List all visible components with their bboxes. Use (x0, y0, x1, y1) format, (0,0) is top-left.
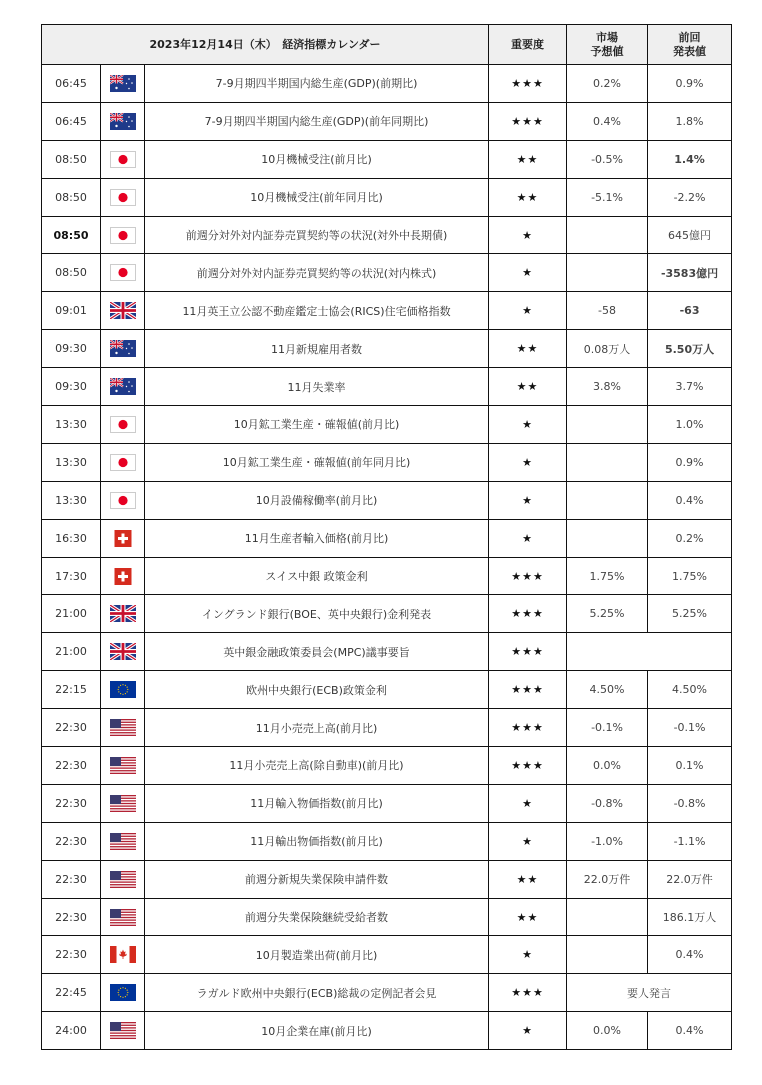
event-title: 11月輸入物価指数(前月比) (145, 784, 489, 822)
merged-value-cell: 要人発言 (567, 974, 732, 1012)
country-flag-cell (101, 65, 145, 103)
country-flag-cell (101, 974, 145, 1012)
importance-stars: ★★★ (489, 102, 567, 140)
importance-stars: ★★ (489, 178, 567, 216)
country-flag-cell (101, 747, 145, 785)
event-time: 21:00 (42, 633, 101, 671)
table-row (42, 481, 732, 519)
event-time: 22:30 (42, 709, 101, 747)
table-row (42, 102, 732, 140)
eu-flag-icon (110, 984, 136, 1001)
event-title: スイス中銀 政策金利 (145, 557, 489, 595)
forecast-header-line1: 市場 (596, 30, 619, 44)
table-row (42, 330, 732, 368)
previous-value: 186.1万人 (648, 898, 732, 936)
table-row (42, 974, 732, 1012)
event-title: 前週分失業保険継続受給者数 (145, 898, 489, 936)
country-flag-cell (101, 671, 145, 709)
previous-value: -63 (648, 292, 732, 330)
us-flag-icon (110, 795, 136, 812)
previous-value: 1.8% (648, 102, 732, 140)
country-flag-cell (101, 102, 145, 140)
previous-value: 4.50% (648, 671, 732, 709)
event-title: 11月失業率 (145, 368, 489, 406)
importance-stars: ★ (489, 292, 567, 330)
australia-flag-icon (110, 378, 136, 395)
event-title: 11月小売売上高(前月比) (145, 709, 489, 747)
importance-stars: ★★★ (489, 974, 567, 1012)
importance-stars: ★ (489, 822, 567, 860)
event-title: 11月新規雇用者数 (145, 330, 489, 368)
event-time: 22:30 (42, 898, 101, 936)
forecast-value (567, 406, 648, 444)
forecast-value (567, 443, 648, 481)
forecast-value (567, 936, 648, 974)
country-flag-cell (101, 633, 145, 671)
canada-flag-icon (110, 946, 136, 963)
previous-value: -3583億円 (648, 254, 732, 292)
previous-value: 645億円 (648, 216, 732, 254)
event-time: 22:15 (42, 671, 101, 709)
importance-stars: ★ (489, 1012, 567, 1050)
previous-value: 1.4% (648, 140, 732, 178)
country-flag-cell (101, 595, 145, 633)
table-row (42, 140, 732, 178)
event-title: 11月小売売上高(除自動車)(前月比) (145, 747, 489, 785)
country-flag-cell (101, 330, 145, 368)
us-flag-icon (110, 1022, 136, 1039)
table-row (42, 254, 732, 292)
japan-flag-icon (110, 189, 136, 206)
event-time: 22:45 (42, 974, 101, 1012)
importance-stars: ★ (489, 519, 567, 557)
table-row (42, 898, 732, 936)
forecast-value (567, 216, 648, 254)
importance-stars: ★★ (489, 860, 567, 898)
forecast-value (567, 481, 648, 519)
australia-flag-icon (110, 113, 136, 130)
previous-header-line2: 発表値 (673, 44, 707, 58)
importance-stars: ★ (489, 443, 567, 481)
country-flag-cell (101, 368, 145, 406)
previous-value: -2.2% (648, 178, 732, 216)
importance-stars: ★★ (489, 898, 567, 936)
previous-value: 22.0万件 (648, 860, 732, 898)
forecast-value: 0.0% (567, 747, 648, 785)
japan-flag-icon (110, 264, 136, 281)
table-row (42, 860, 732, 898)
us-flag-icon (110, 719, 136, 736)
country-flag-cell (101, 254, 145, 292)
previous-value: 0.4% (648, 481, 732, 519)
country-flag-cell (101, 140, 145, 178)
table-row (42, 1012, 732, 1050)
importance-stars: ★★ (489, 368, 567, 406)
table-row (42, 216, 732, 254)
forecast-value (567, 254, 648, 292)
forecast-value: 1.75% (567, 557, 648, 595)
previous-value: 0.1% (648, 747, 732, 785)
table-row (42, 595, 732, 633)
event-time: 08:50 (42, 216, 101, 254)
event-time: 22:30 (42, 747, 101, 785)
us-flag-icon (110, 757, 136, 774)
importance-stars: ★ (489, 784, 567, 822)
table-row (42, 65, 732, 103)
previous-value: 0.9% (648, 65, 732, 103)
uk-flag-icon (110, 302, 136, 319)
previous-value: 5.50万人 (648, 330, 732, 368)
merged-value-cell (567, 633, 732, 671)
table-row (42, 368, 732, 406)
country-flag-cell (101, 557, 145, 595)
event-title: 前週分新規失業保険申請件数 (145, 860, 489, 898)
switzerland-flag-icon (110, 568, 136, 585)
country-flag-cell (101, 784, 145, 822)
previous-value: -0.1% (648, 709, 732, 747)
australia-flag-icon (110, 75, 136, 92)
event-title: 英中銀金融政策委員会(MPC)議事要旨 (145, 633, 489, 671)
event-title: 10月鉱工業生産・確報値(前年同月比) (145, 443, 489, 481)
event-time: 22:30 (42, 784, 101, 822)
us-flag-icon (110, 833, 136, 850)
importance-stars: ★ (489, 216, 567, 254)
importance-stars: ★ (489, 936, 567, 974)
country-flag-cell (101, 1012, 145, 1050)
table-row (42, 747, 732, 785)
calendar-body (42, 65, 732, 1050)
table-row (42, 822, 732, 860)
event-time: 21:00 (42, 595, 101, 633)
event-title: イングランド銀行(BOE、英中央銀行)金利発表 (145, 595, 489, 633)
japan-flag-icon (110, 151, 136, 168)
importance-stars: ★★ (489, 140, 567, 178)
forecast-value: -58 (567, 292, 648, 330)
event-time: 09:30 (42, 368, 101, 406)
forecast-value: 22.0万件 (567, 860, 648, 898)
forecast-header-line2: 予想値 (590, 44, 624, 58)
table-row (42, 557, 732, 595)
event-title: 11月英王立公認不動産鑑定士協会(RICS)住宅価格指数 (145, 292, 489, 330)
table-row (42, 406, 732, 444)
country-flag-cell (101, 178, 145, 216)
event-time: 13:30 (42, 406, 101, 444)
event-title: 11月生産者輸入価格(前月比) (145, 519, 489, 557)
us-flag-icon (110, 871, 136, 888)
forecast-value: 0.4% (567, 102, 648, 140)
importance-stars: ★★ (489, 330, 567, 368)
previous-header-line1: 前回 (678, 30, 701, 44)
event-title: ラガルド欧州中央銀行(ECB)総裁の定例記者会見 (145, 974, 489, 1012)
uk-flag-icon (110, 643, 136, 660)
importance-stars: ★★★ (489, 671, 567, 709)
event-title: 10月設備稼働率(前月比) (145, 481, 489, 519)
table-row (42, 443, 732, 481)
previous-header (648, 25, 732, 65)
table-row (42, 709, 732, 747)
importance-stars: ★ (489, 406, 567, 444)
event-time: 09:30 (42, 330, 101, 368)
event-title: 10月企業在庫(前月比) (145, 1012, 489, 1050)
eu-flag-icon (110, 681, 136, 698)
forecast-header (567, 25, 648, 65)
japan-flag-icon (110, 492, 136, 509)
importance-stars: ★★★ (489, 633, 567, 671)
event-title: 11月輸出物価指数(前月比) (145, 822, 489, 860)
header-row (42, 25, 732, 65)
table-row (42, 178, 732, 216)
forecast-value: -0.8% (567, 784, 648, 822)
event-time: 08:50 (42, 254, 101, 292)
event-title: 10月機械受注(前年同月比) (145, 178, 489, 216)
event-time: 08:50 (42, 178, 101, 216)
country-flag-cell (101, 481, 145, 519)
event-time: 22:30 (42, 822, 101, 860)
event-time: 09:01 (42, 292, 101, 330)
uk-flag-icon (110, 605, 136, 622)
country-flag-cell (101, 860, 145, 898)
importance-stars: ★★★ (489, 595, 567, 633)
event-title: 7-9月期四半期国内総生産(GDP)(前期比) (145, 65, 489, 103)
country-flag-cell (101, 216, 145, 254)
table-row (42, 519, 732, 557)
previous-value: 3.7% (648, 368, 732, 406)
event-time: 08:50 (42, 140, 101, 178)
table-row (42, 633, 732, 671)
japan-flag-icon (110, 227, 136, 244)
importance-stars: ★ (489, 481, 567, 519)
table-row (42, 671, 732, 709)
economic-calendar-table (41, 24, 732, 1050)
table-row (42, 292, 732, 330)
event-time: 22:30 (42, 860, 101, 898)
event-time: 06:45 (42, 102, 101, 140)
event-time: 24:00 (42, 1012, 101, 1050)
country-flag-cell (101, 519, 145, 557)
event-title: 10月製造業出荷(前月比) (145, 936, 489, 974)
previous-value: -1.1% (648, 822, 732, 860)
forecast-value: -5.1% (567, 178, 648, 216)
country-flag-cell (101, 709, 145, 747)
previous-value: 1.0% (648, 406, 732, 444)
event-time: 13:30 (42, 481, 101, 519)
country-flag-cell (101, 936, 145, 974)
event-title: 10月鉱工業生産・確報値(前月比) (145, 406, 489, 444)
event-title: 10月機械受注(前月比) (145, 140, 489, 178)
forecast-value: 0.0% (567, 1012, 648, 1050)
event-title: 欧州中央銀行(ECB)政策金利 (145, 671, 489, 709)
previous-value: 1.75% (648, 557, 732, 595)
previous-value: 5.25% (648, 595, 732, 633)
event-time: 16:30 (42, 519, 101, 557)
event-time: 17:30 (42, 557, 101, 595)
country-flag-cell (101, 898, 145, 936)
event-time: 13:30 (42, 443, 101, 481)
previous-value: 0.4% (648, 936, 732, 974)
japan-flag-icon (110, 416, 136, 433)
forecast-value: 3.8% (567, 368, 648, 406)
event-title: 7-9月期四半期国内総生産(GDP)(前年同期比) (145, 102, 489, 140)
importance-header: 重要度 (489, 25, 567, 65)
us-flag-icon (110, 909, 136, 926)
importance-stars: ★★★ (489, 557, 567, 595)
previous-value: 0.9% (648, 443, 732, 481)
forecast-value: 0.08万人 (567, 330, 648, 368)
forecast-value: -1.0% (567, 822, 648, 860)
forecast-value: -0.1% (567, 709, 648, 747)
forecast-value (567, 898, 648, 936)
importance-stars: ★ (489, 254, 567, 292)
forecast-value: -0.5% (567, 140, 648, 178)
event-title: 前週分対外対内証券売買契約等の状況(対内株式) (145, 254, 489, 292)
table-row (42, 784, 732, 822)
previous-value: -0.8% (648, 784, 732, 822)
switzerland-flag-icon (110, 530, 136, 547)
country-flag-cell (101, 443, 145, 481)
event-title: 前週分対外対内証券売買契約等の状況(対外中長期債) (145, 216, 489, 254)
country-flag-cell (101, 292, 145, 330)
forecast-value: 4.50% (567, 671, 648, 709)
previous-value: 0.4% (648, 1012, 732, 1050)
event-time: 22:30 (42, 936, 101, 974)
forecast-value: 0.2% (567, 65, 648, 103)
previous-value: 0.2% (648, 519, 732, 557)
country-flag-cell (101, 406, 145, 444)
importance-stars: ★★★ (489, 709, 567, 747)
importance-stars: ★★★ (489, 65, 567, 103)
forecast-value: 5.25% (567, 595, 648, 633)
event-time: 06:45 (42, 65, 101, 103)
forecast-value (567, 519, 648, 557)
importance-stars: ★★★ (489, 747, 567, 785)
australia-flag-icon (110, 340, 136, 357)
japan-flag-icon (110, 454, 136, 471)
calendar-title: 2023年12月14日（木） 経済指標カレンダー (42, 25, 489, 65)
table-row (42, 936, 732, 974)
country-flag-cell (101, 822, 145, 860)
